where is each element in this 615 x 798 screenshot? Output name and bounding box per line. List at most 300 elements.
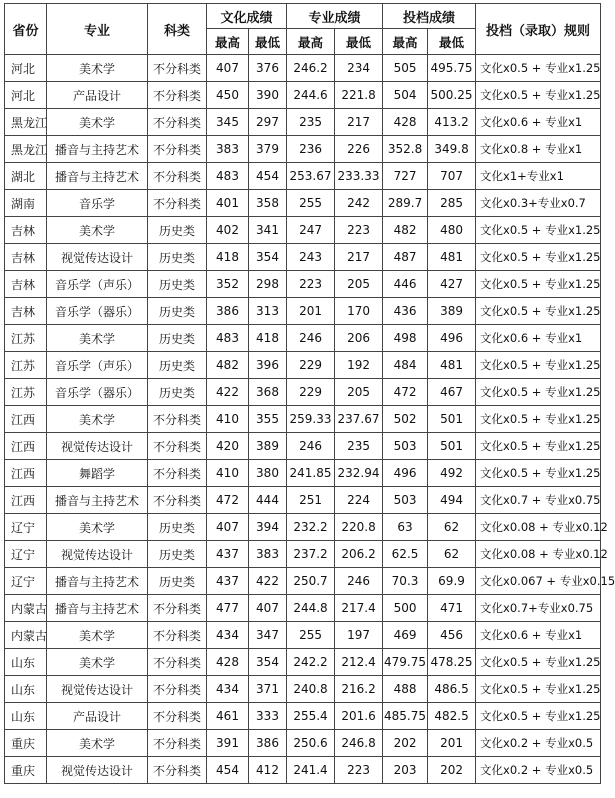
cell-profession-min: 206.2 [335, 541, 383, 568]
cell-culture-max: 345 [207, 109, 249, 136]
cell-province: 山东 [5, 703, 47, 730]
cell-category: 历史类 [148, 352, 207, 379]
cell-province: 辽宁 [5, 568, 47, 595]
cell-filing-max: 70.3 [383, 568, 428, 595]
cell-profession-min: 246.8 [335, 730, 383, 757]
cell-filing-max: 482 [383, 217, 428, 244]
cell-filing-max: 469 [383, 622, 428, 649]
cell-culture-min: 444 [249, 487, 287, 514]
cell-category: 不分科类 [148, 406, 207, 433]
cell-major: 视觉传达设计 [47, 541, 148, 568]
table-row [5, 82, 601, 109]
cell-major: 美术学 [47, 730, 148, 757]
cell-filing-min: 494 [428, 487, 476, 514]
cell-category: 不分科类 [148, 55, 207, 82]
cell-province: 吉林 [5, 298, 47, 325]
table-row [5, 136, 601, 163]
cell-profession-max: 241.4 [287, 757, 335, 784]
cell-filing-min: 486.5 [428, 676, 476, 703]
cell-major: 视觉传达设计 [47, 244, 148, 271]
cell-profession-min: 217 [335, 244, 383, 271]
cell-rule: 文化x0.5 + 专业x1.25 [476, 406, 601, 433]
cell-major: 音乐学 [47, 190, 148, 217]
cell-profession-min: 192 [335, 352, 383, 379]
cell-province: 吉林 [5, 217, 47, 244]
cell-major: 播音与主持艺术 [47, 595, 148, 622]
cell-filing-max: 505 [383, 55, 428, 82]
cell-province: 重庆 [5, 757, 47, 784]
cell-major: 音乐学（器乐） [47, 379, 148, 406]
cell-category: 不分科类 [148, 649, 207, 676]
cell-filing-max: 485.75 [383, 703, 428, 730]
cell-profession-min: 232.94 [335, 460, 383, 487]
cell-filing-min: 492 [428, 460, 476, 487]
cell-culture-min: 407 [249, 595, 287, 622]
cell-filing-min: 456 [428, 622, 476, 649]
cell-filing-max: 62.5 [383, 541, 428, 568]
cell-rule: 文化x0.6 + 专业x1 [476, 109, 601, 136]
cell-province: 江西 [5, 406, 47, 433]
cell-province: 内蒙古 [5, 595, 47, 622]
cell-category: 历史类 [148, 325, 207, 352]
cell-category: 不分科类 [148, 487, 207, 514]
cell-category: 历史类 [148, 217, 207, 244]
cell-province: 黑龙江 [5, 136, 47, 163]
cell-category: 历史类 [148, 244, 207, 271]
cell-filing-min: 481 [428, 244, 476, 271]
cell-category: 不分科类 [148, 163, 207, 190]
header-profession-min: 最低 [335, 29, 383, 55]
cell-culture-min: 418 [249, 325, 287, 352]
cell-profession-max: 259.33 [287, 406, 335, 433]
cell-major: 播音与主持艺术 [47, 136, 148, 163]
cell-rule: 文化x0.5 + 专业x1.25 [476, 244, 601, 271]
cell-culture-min: 341 [249, 217, 287, 244]
cell-culture-max: 420 [207, 433, 249, 460]
cell-rule: 文化x0.5 + 专业x1.25 [476, 271, 601, 298]
cell-rule: 文化x0.7+专业x0.75 [476, 595, 601, 622]
header-filing-max: 最高 [383, 29, 428, 55]
cell-filing-min: 481 [428, 352, 476, 379]
cell-filing-min: 62 [428, 541, 476, 568]
cell-filing-min: 480 [428, 217, 476, 244]
cell-culture-min: 394 [249, 514, 287, 541]
cell-filing-min: 285 [428, 190, 476, 217]
cell-category: 不分科类 [148, 622, 207, 649]
cell-category: 历史类 [148, 379, 207, 406]
cell-profession-min: 197 [335, 622, 383, 649]
cell-rule: 文化x0.067 + 专业x0.15 [476, 568, 601, 595]
cell-culture-max: 482 [207, 352, 249, 379]
cell-category: 不分科类 [148, 82, 207, 109]
cell-province: 河北 [5, 82, 47, 109]
cell-culture-min: 379 [249, 136, 287, 163]
cell-major: 视觉传达设计 [47, 676, 148, 703]
cell-province: 重庆 [5, 730, 47, 757]
table-row [5, 514, 601, 541]
cell-culture-min: 355 [249, 406, 287, 433]
cell-rule: 文化x0.5 + 专业x1.25 [476, 55, 601, 82]
header-culture-min: 最低 [249, 29, 287, 55]
table-row [5, 190, 601, 217]
cell-major: 美术学 [47, 514, 148, 541]
cell-profession-min: 205 [335, 271, 383, 298]
cell-filing-max: 504 [383, 82, 428, 109]
cell-profession-max: 250.7 [287, 568, 335, 595]
table-row [5, 703, 601, 730]
cell-culture-max: 461 [207, 703, 249, 730]
cell-profession-max: 255 [287, 190, 335, 217]
cell-profession-min: 217 [335, 109, 383, 136]
table-row [5, 568, 601, 595]
cell-province: 山东 [5, 649, 47, 676]
cell-filing-max: 498 [383, 325, 428, 352]
cell-category: 不分科类 [148, 595, 207, 622]
table-row [5, 379, 601, 406]
header-culture-max: 最高 [207, 29, 249, 55]
cell-profession-max: 255.4 [287, 703, 335, 730]
header-profession-score: 专业成绩 [287, 4, 383, 29]
cell-category: 不分科类 [148, 757, 207, 784]
header-profession-max: 最高 [287, 29, 335, 55]
cell-category: 不分科类 [148, 136, 207, 163]
cell-filing-max: 503 [383, 487, 428, 514]
cell-culture-max: 477 [207, 595, 249, 622]
cell-culture-max: 437 [207, 568, 249, 595]
cell-culture-min: 347 [249, 622, 287, 649]
cell-culture-min: 354 [249, 649, 287, 676]
cell-province: 江苏 [5, 379, 47, 406]
cell-culture-min: 371 [249, 676, 287, 703]
cell-profession-max: 246 [287, 325, 335, 352]
cell-major: 视觉传达设计 [47, 433, 148, 460]
cell-filing-min: 201 [428, 730, 476, 757]
cell-filing-max: 484 [383, 352, 428, 379]
cell-province: 吉林 [5, 244, 47, 271]
cell-filing-max: 202 [383, 730, 428, 757]
cell-culture-max: 483 [207, 325, 249, 352]
cell-filing-max: 63 [383, 514, 428, 541]
cell-culture-min: 313 [249, 298, 287, 325]
cell-profession-min: 223 [335, 757, 383, 784]
cell-filing-max: 203 [383, 757, 428, 784]
cell-profession-max: 235 [287, 109, 335, 136]
cell-province: 江西 [5, 487, 47, 514]
cell-profession-max: 244.6 [287, 82, 335, 109]
table-row [5, 730, 601, 757]
cell-profession-min: 237.67 [335, 406, 383, 433]
cell-profession-min: 201.6 [335, 703, 383, 730]
cell-profession-min: 226 [335, 136, 383, 163]
cell-filing-min: 202 [428, 757, 476, 784]
cell-category: 不分科类 [148, 703, 207, 730]
cell-province: 河北 [5, 55, 47, 82]
cell-culture-min: 368 [249, 379, 287, 406]
cell-profession-max: 244.8 [287, 595, 335, 622]
cell-rule: 文化x0.08 + 专业x0.12 [476, 514, 601, 541]
cell-profession-max: 223 [287, 271, 335, 298]
table-row [5, 487, 601, 514]
cell-culture-max: 407 [207, 55, 249, 82]
cell-filing-min: 389 [428, 298, 476, 325]
cell-profession-max: 229 [287, 352, 335, 379]
cell-category: 不分科类 [148, 433, 207, 460]
cell-category: 不分科类 [148, 109, 207, 136]
table-row [5, 676, 601, 703]
cell-filing-min: 413.2 [428, 109, 476, 136]
cell-profession-min: 224 [335, 487, 383, 514]
cell-rule: 文化x0.5 + 专业x1.25 [476, 298, 601, 325]
cell-filing-min: 500.25 [428, 82, 476, 109]
cell-category: 历史类 [148, 514, 207, 541]
cell-culture-min: 297 [249, 109, 287, 136]
cell-category: 不分科类 [148, 730, 207, 757]
cell-filing-min: 707 [428, 163, 476, 190]
cell-profession-max: 240.8 [287, 676, 335, 703]
cell-culture-max: 352 [207, 271, 249, 298]
cell-category: 不分科类 [148, 460, 207, 487]
cell-culture-min: 380 [249, 460, 287, 487]
cell-profession-min: 220.8 [335, 514, 383, 541]
cell-filing-max: 727 [383, 163, 428, 190]
cell-province: 江西 [5, 433, 47, 460]
cell-culture-max: 391 [207, 730, 249, 757]
header-major: 专业 [47, 4, 148, 55]
cell-rule: 文化x0.5 + 专业x1.25 [476, 703, 601, 730]
cell-filing-min: 427 [428, 271, 476, 298]
table-row [5, 649, 601, 676]
cell-culture-min: 383 [249, 541, 287, 568]
cell-province: 内蒙古 [5, 622, 47, 649]
header-filing-score: 投档成绩 [383, 4, 476, 29]
cell-filing-min: 501 [428, 406, 476, 433]
table-row [5, 163, 601, 190]
cell-culture-max: 401 [207, 190, 249, 217]
cell-rule: 文化x0.5 + 专业x1.25 [476, 649, 601, 676]
cell-filing-max: 428 [383, 109, 428, 136]
cell-category: 历史类 [148, 568, 207, 595]
cell-culture-max: 434 [207, 676, 249, 703]
table-row [5, 271, 601, 298]
cell-filing-max: 352.8 [383, 136, 428, 163]
cell-profession-min: 212.4 [335, 649, 383, 676]
cell-rule: 文化x0.2 + 专业x0.5 [476, 730, 601, 757]
cell-filing-min: 349.8 [428, 136, 476, 163]
cell-filing-max: 487 [383, 244, 428, 271]
cell-province: 辽宁 [5, 514, 47, 541]
cell-profession-min: 170 [335, 298, 383, 325]
cell-culture-min: 333 [249, 703, 287, 730]
cell-filing-min: 501 [428, 433, 476, 460]
cell-province: 湖南 [5, 190, 47, 217]
cell-culture-max: 434 [207, 622, 249, 649]
cell-major: 美术学 [47, 55, 148, 82]
cell-profession-max: 250.6 [287, 730, 335, 757]
cell-profession-max: 229 [287, 379, 335, 406]
table-row [5, 352, 601, 379]
cell-profession-max: 236 [287, 136, 335, 163]
cell-rule: 文化x0.08 + 专业x0.12 [476, 541, 601, 568]
cell-culture-min: 412 [249, 757, 287, 784]
cell-major: 音乐学（器乐） [47, 298, 148, 325]
cell-profession-min: 234 [335, 55, 383, 82]
cell-profession-max: 247 [287, 217, 335, 244]
cell-category: 不分科类 [148, 676, 207, 703]
cell-rule: 文化x0.6 + 专业x1 [476, 325, 601, 352]
cell-province: 江苏 [5, 352, 47, 379]
cell-culture-min: 422 [249, 568, 287, 595]
cell-culture-min: 396 [249, 352, 287, 379]
cell-profession-min: 205 [335, 379, 383, 406]
cell-major: 美术学 [47, 406, 148, 433]
cell-province: 黑龙江 [5, 109, 47, 136]
cell-filing-min: 478.25 [428, 649, 476, 676]
cell-culture-max: 410 [207, 406, 249, 433]
cell-profession-max: 201 [287, 298, 335, 325]
cell-profession-min: 216.2 [335, 676, 383, 703]
cell-rule: 文化x0.5 + 专业x1.25 [476, 82, 601, 109]
cell-culture-min: 358 [249, 190, 287, 217]
cell-category: 不分科类 [148, 190, 207, 217]
cell-rule: 文化x0.5 + 专业x1.25 [476, 433, 601, 460]
header-province: 省份 [5, 4, 47, 55]
cell-culture-max: 450 [207, 82, 249, 109]
cell-culture-min: 389 [249, 433, 287, 460]
cell-province: 辽宁 [5, 541, 47, 568]
cell-province: 吉林 [5, 271, 47, 298]
cell-rule: 文化x0.5 + 专业x1.25 [476, 352, 601, 379]
cell-filing-min: 482.5 [428, 703, 476, 730]
header-admission-rule: 投档（录取）规则 [476, 4, 601, 55]
cell-profession-max: 241.85 [287, 460, 335, 487]
cell-culture-max: 454 [207, 757, 249, 784]
cell-culture-min: 354 [249, 244, 287, 271]
cell-culture-max: 386 [207, 298, 249, 325]
table-row [5, 298, 601, 325]
cell-filing-max: 472 [383, 379, 428, 406]
cell-profession-min: 221.8 [335, 82, 383, 109]
cell-major: 美术学 [47, 217, 148, 244]
cell-profession-min: 246 [335, 568, 383, 595]
cell-culture-max: 402 [207, 217, 249, 244]
table-row [5, 55, 601, 82]
cell-filing-max: 502 [383, 406, 428, 433]
table-row [5, 460, 601, 487]
table-row [5, 595, 601, 622]
cell-profession-max: 246 [287, 433, 335, 460]
cell-profession-max: 253.67 [287, 163, 335, 190]
cell-major: 产品设计 [47, 703, 148, 730]
header-row-top [5, 4, 601, 29]
table-body [5, 55, 615, 784]
admission-scores-table [4, 3, 615, 784]
cell-major: 播音与主持艺术 [47, 568, 148, 595]
cell-profession-max: 246.2 [287, 55, 335, 82]
cell-filing-min: 62 [428, 514, 476, 541]
cell-filing-max: 503 [383, 433, 428, 460]
cell-profession-min: 223 [335, 217, 383, 244]
cell-rule: 文化x1+专业x1 [476, 163, 601, 190]
cell-culture-min: 390 [249, 82, 287, 109]
table-row [5, 217, 601, 244]
cell-filing-min: 495.75 [428, 55, 476, 82]
cell-rule: 文化x0.7 + 专业x0.75 [476, 487, 601, 514]
cell-filing-max: 436 [383, 298, 428, 325]
cell-culture-max: 383 [207, 136, 249, 163]
cell-filing-min: 69.9 [428, 568, 476, 595]
cell-profession-min: 206 [335, 325, 383, 352]
header-filing-min: 最低 [428, 29, 476, 55]
cell-category: 历史类 [148, 271, 207, 298]
cell-profession-min: 242 [335, 190, 383, 217]
cell-rule: 文化x0.5 + 专业x1.25 [476, 460, 601, 487]
cell-profession-min: 217.4 [335, 595, 383, 622]
cell-rule: 文化x0.5 + 专业x1.25 [476, 379, 601, 406]
cell-culture-max: 483 [207, 163, 249, 190]
cell-culture-min: 376 [249, 55, 287, 82]
cell-culture-max: 437 [207, 541, 249, 568]
cell-major: 音乐学（声乐） [47, 271, 148, 298]
cell-major: 播音与主持艺术 [47, 487, 148, 514]
cell-major: 美术学 [47, 622, 148, 649]
cell-profession-max: 251 [287, 487, 335, 514]
cell-major: 美术学 [47, 649, 148, 676]
cell-culture-max: 472 [207, 487, 249, 514]
cell-filing-max: 289.7 [383, 190, 428, 217]
cell-profession-max: 243 [287, 244, 335, 271]
cell-culture-max: 407 [207, 514, 249, 541]
header-culture-score: 文化成绩 [207, 4, 287, 29]
cell-profession-max: 255 [287, 622, 335, 649]
cell-profession-max: 242.2 [287, 649, 335, 676]
cell-culture-min: 454 [249, 163, 287, 190]
header-category: 科类 [148, 4, 207, 55]
table-row [5, 109, 601, 136]
cell-filing-max: 500 [383, 595, 428, 622]
cell-filing-min: 471 [428, 595, 476, 622]
table-row [5, 244, 601, 271]
table-row [5, 433, 601, 460]
cell-rule: 文化x0.6 + 专业x1 [476, 622, 601, 649]
cell-major: 音乐学（声乐） [47, 352, 148, 379]
cell-filing-max: 479.75 [383, 649, 428, 676]
cell-category: 历史类 [148, 298, 207, 325]
cell-major: 视觉传达设计 [47, 757, 148, 784]
cell-culture-max: 418 [207, 244, 249, 271]
cell-profession-min: 233.33 [335, 163, 383, 190]
cell-filing-max: 496 [383, 460, 428, 487]
cell-culture-max: 410 [207, 460, 249, 487]
cell-category: 历史类 [148, 541, 207, 568]
cell-province: 山东 [5, 676, 47, 703]
cell-major: 舞蹈学 [47, 460, 148, 487]
cell-filing-max: 488 [383, 676, 428, 703]
cell-province: 江苏 [5, 325, 47, 352]
table-row [5, 325, 601, 352]
cell-major: 播音与主持艺术 [47, 163, 148, 190]
cell-culture-min: 386 [249, 730, 287, 757]
cell-rule: 文化x0.2 + 专业x0.5 [476, 757, 601, 784]
cell-filing-max: 446 [383, 271, 428, 298]
cell-rule: 文化x0.5 + 专业x1.25 [476, 676, 601, 703]
table-row [5, 622, 601, 649]
cell-province: 湖北 [5, 163, 47, 190]
table-row [5, 757, 601, 784]
cell-culture-max: 428 [207, 649, 249, 676]
cell-province: 江西 [5, 460, 47, 487]
cell-major: 产品设计 [47, 82, 148, 109]
cell-rule: 文化x0.8 + 专业x1 [476, 136, 601, 163]
